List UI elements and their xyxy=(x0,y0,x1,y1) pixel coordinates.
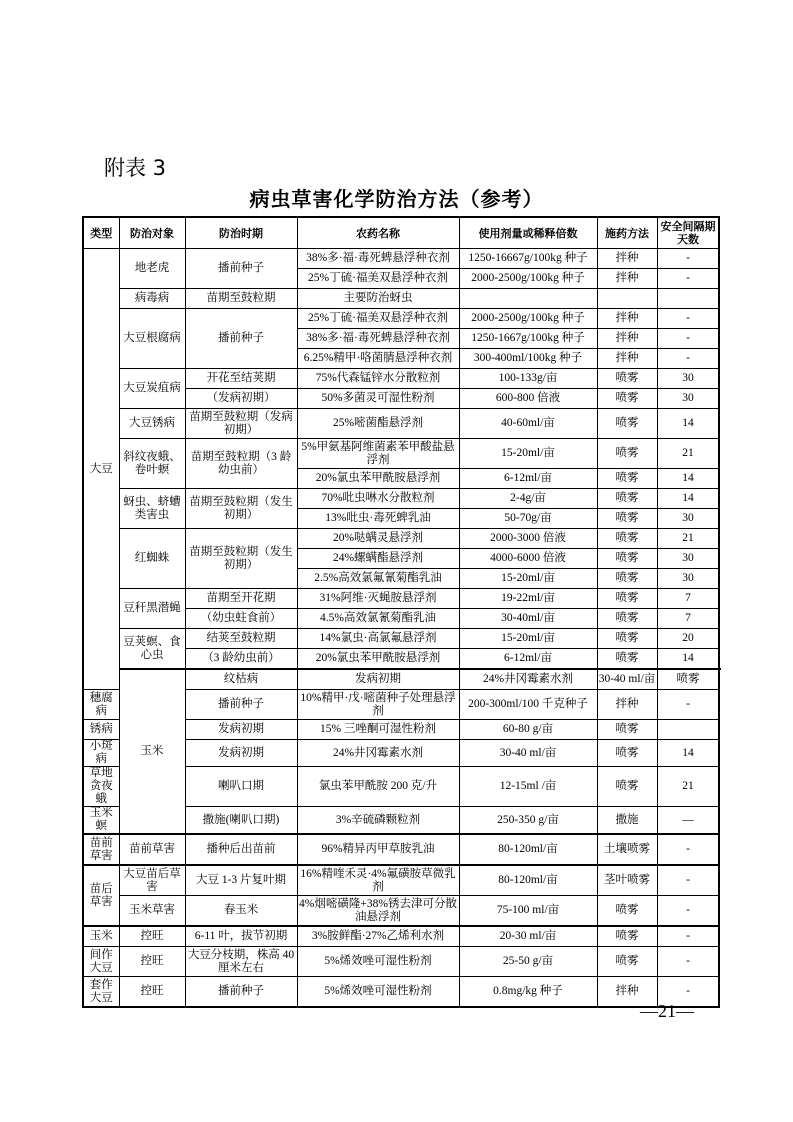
table-row xyxy=(83,369,719,389)
table-cell: 拌种 xyxy=(597,249,657,269)
table-cell: 24%井冈霉素水剂 xyxy=(297,740,459,767)
table-cell: 19-22ml/亩 xyxy=(459,589,597,609)
table-cell xyxy=(459,289,597,309)
table-row xyxy=(83,589,719,609)
table-cell: 发病初期 xyxy=(185,740,297,767)
table-cell: 7 xyxy=(657,609,719,629)
table-cell: 13%吡虫·毒死蜱乳油 xyxy=(297,509,459,529)
table-cell: 套作大豆 xyxy=(83,977,119,1008)
table-cell: - xyxy=(657,896,719,927)
table-cell: 30 xyxy=(657,549,719,569)
table-cell: 大豆锈病 xyxy=(119,409,185,439)
table-cell: 14 xyxy=(657,740,719,767)
table-cell: 300-400ml/100kg 种子 xyxy=(459,349,597,369)
table-cell: 喇叭口期 xyxy=(185,767,297,807)
table-cell: 20 xyxy=(657,629,719,649)
table-cell: 75%代森锰锌水分散粒剂 xyxy=(297,369,459,389)
table-cell: 30 xyxy=(657,369,719,389)
table-cell: 拌种 xyxy=(597,690,657,720)
table-cell: 苗前草害 xyxy=(83,834,119,865)
table-cell: - xyxy=(657,947,719,977)
table-cell: 玉米草害 xyxy=(119,896,185,927)
table-cell: 5%烯效唑可湿性粉剂 xyxy=(297,947,459,977)
table-cell: 大豆苗后草害 xyxy=(119,865,185,896)
table-cell: - xyxy=(657,269,719,289)
table-cell: 苗前草害 xyxy=(119,834,185,865)
table-cell: 38%多·福·毒死蜱悬浮种衣剂 xyxy=(297,249,459,269)
table-cell: 30-40ml/亩 xyxy=(459,609,597,629)
table-cell: 24%井冈霉素水剂 xyxy=(459,669,597,690)
table-cell: 5%甲氨基阿维菌素苯甲酸盐悬浮剂 xyxy=(297,439,459,469)
table-cell: 2000-2500g/100kg 种子 xyxy=(459,309,597,329)
table-cell: 小斑病 xyxy=(83,740,119,767)
table-cell: 15-20ml/亩 xyxy=(459,629,597,649)
table-cell: 苗期至鼓粒期（发生初期） xyxy=(185,529,297,589)
table-cell: 纹枯病 xyxy=(185,669,297,690)
table-cell: 21 xyxy=(657,767,719,807)
table-cell: 喷雾 xyxy=(597,947,657,977)
table-cell: 21 xyxy=(657,439,719,469)
table-cell: 75-100 ml/亩 xyxy=(459,896,597,927)
table-cell: 3%辛硫磷颗粒剂 xyxy=(297,807,459,835)
table-cell: 锈病 xyxy=(83,720,119,740)
table-cell: 结荚至鼓粒期 xyxy=(185,629,297,649)
table-cell: 发病初期 xyxy=(297,669,459,690)
table-cell: 30 xyxy=(657,509,719,529)
table-row xyxy=(83,309,719,329)
table-cell: 喷雾 xyxy=(597,589,657,609)
table-cell: 14 xyxy=(657,649,719,670)
table-cell: 喷雾 xyxy=(657,669,719,690)
table-cell: 喷雾 xyxy=(597,389,657,409)
table-header-row xyxy=(83,217,719,249)
table-cell: 穗腐病 xyxy=(83,690,119,720)
table-cell: 苗后草害 xyxy=(83,865,119,926)
table-cell: 30-40 ml/亩 xyxy=(459,740,597,767)
table-row xyxy=(83,896,719,927)
table-cell: 50-70g/亩 xyxy=(459,509,597,529)
table-row xyxy=(83,834,719,865)
table-cell: 拌种 xyxy=(597,977,657,1008)
table-cell: 喷雾 xyxy=(597,629,657,649)
table-cell: 4%烟嘧磺隆+38%锈去津可分散油悬浮剂 xyxy=(297,896,459,927)
table-row xyxy=(83,439,719,469)
table-row xyxy=(83,977,719,1008)
table-cell: 撒施 xyxy=(597,807,657,835)
table-cell: 春玉米 xyxy=(185,896,297,927)
table-cell: 38%多·福·毒死蜱悬浮种衣剂 xyxy=(297,329,459,349)
table-cell: 15% 三唑酮可湿性粉剂 xyxy=(297,720,459,740)
page-title: 病虫草害化学防治方法（参考） xyxy=(249,187,544,211)
table-cell: 拌种 xyxy=(597,309,657,329)
table-cell: 80-120ml/亩 xyxy=(459,834,597,865)
table-cell: 3%胺鲜酯·27%乙烯利水剂 xyxy=(297,926,459,947)
table-cell: 大豆 xyxy=(83,249,119,690)
table-cell: 100-133g/亩 xyxy=(459,369,597,389)
table-cell: 14 xyxy=(657,489,719,509)
table-cell: 大豆分枝期，株高 40 厘米左右 xyxy=(185,947,297,977)
table-cell: 喷雾 xyxy=(597,926,657,947)
table-cell: 喷雾 xyxy=(597,529,657,549)
table-cell: 60-80 g/亩 xyxy=(459,720,597,740)
table-cell: 24%螺螨酯悬浮剂 xyxy=(297,549,459,569)
table-cell: 喷雾 xyxy=(597,896,657,927)
table-cell: - xyxy=(657,926,719,947)
table-cell: 间作大豆 xyxy=(83,947,119,977)
table-body xyxy=(83,249,719,1008)
table-row xyxy=(83,249,719,269)
table-cell: （幼虫蛀食前） xyxy=(185,609,297,629)
table-cell: 喷雾 xyxy=(597,489,657,509)
table-cell: 播前种子 xyxy=(185,249,297,289)
table-cell: 4.5%高效氯氰菊酯乳油 xyxy=(297,609,459,629)
table-cell: 14%氯虫·高氯氟悬浮剂 xyxy=(297,629,459,649)
table-cell: 4000-6000 倍液 xyxy=(459,549,597,569)
table-cell: 喷雾 xyxy=(597,609,657,629)
table-row xyxy=(83,409,719,439)
header-cell: 施药方法 xyxy=(597,217,657,249)
table-cell: 70%吡虫啉水分散粒剂 xyxy=(297,489,459,509)
table-cell: 1250-1667g/100kg 种子 xyxy=(459,329,597,349)
table-cell: 250-350 g/亩 xyxy=(459,807,597,835)
table-cell: 大豆炭疽病 xyxy=(119,369,185,409)
table-cell: 播前种子 xyxy=(185,977,297,1008)
table-cell: 96%精异丙甲草胺乳油 xyxy=(297,834,459,865)
table-cell: 6-11 叶，拔节初期 xyxy=(185,926,297,947)
table-cell: 苗期至鼓粒期 xyxy=(185,289,297,309)
table-cell: 14 xyxy=(657,469,719,489)
table-cell: 蚜虫、蛴螬类害虫 xyxy=(119,489,185,529)
table-cell: 拌种 xyxy=(597,349,657,369)
table-cell: 6-12ml/亩 xyxy=(459,649,597,670)
table-cell: 2-4g/亩 xyxy=(459,489,597,509)
table-cell: 播种后出苗前 xyxy=(185,834,297,865)
appendix-label: 附表 3 xyxy=(104,156,167,180)
table-cell: 苗期至鼓粒期（发病初期） xyxy=(185,409,297,439)
table-cell: 土壤喷雾 xyxy=(597,834,657,865)
table-cell: 豆秆黑潜蝇 xyxy=(119,589,185,629)
table-cell: 草地贪夜蛾 xyxy=(83,767,119,807)
table-row xyxy=(83,489,719,509)
table-row xyxy=(83,669,719,690)
header-cell: 使用剂量或稀释倍数 xyxy=(459,217,597,249)
pesticide-table xyxy=(82,216,720,1008)
table-cell: - xyxy=(657,865,719,896)
table-cell: 25%丁硫·福美双悬浮种衣剂 xyxy=(297,269,459,289)
table-cell: 6-12ml/亩 xyxy=(459,469,597,489)
table-cell: 玉米 xyxy=(119,669,185,834)
table-cell: 茎叶喷雾 xyxy=(597,865,657,896)
table-cell xyxy=(597,289,657,309)
table-cell: 苗期至鼓粒期（发生初期） xyxy=(185,489,297,529)
table-cell: 5%烯效唑可湿性粉剂 xyxy=(297,977,459,1008)
page-number: —21— xyxy=(640,1001,694,1021)
table-cell: - xyxy=(657,834,719,865)
table-cell: 大豆 1-3 片复叶期 xyxy=(185,865,297,896)
table-cell: 600-800 倍液 xyxy=(459,389,597,409)
table-cell: 喷雾 xyxy=(597,549,657,569)
table-cell: 200-300ml/100 千克种子 xyxy=(459,690,597,720)
table-cell xyxy=(657,720,719,740)
header-cell: 防治时期 xyxy=(185,217,297,249)
table-row xyxy=(83,947,719,977)
table-cell: 喷雾 xyxy=(597,409,657,439)
table-cell: 玉米螟 xyxy=(83,807,119,835)
table-cell: 大豆根腐病 xyxy=(119,309,185,369)
table-cell: 30 xyxy=(657,389,719,409)
table-cell: 20%哒螨灵悬浮剂 xyxy=(297,529,459,549)
table-cell: （发病初期） xyxy=(185,389,297,409)
table-cell: 开花至结荚期 xyxy=(185,369,297,389)
table-cell: 播前种子 xyxy=(185,690,297,720)
table-cell: 10%精甲·戊·嘧菌种子处理悬浮剂 xyxy=(297,690,459,720)
header-cell: 农药名称 xyxy=(297,217,459,249)
table-cell: 拌种 xyxy=(597,269,657,289)
table-cell: 7 xyxy=(657,589,719,609)
table-cell: 拌种 xyxy=(597,329,657,349)
table-row xyxy=(83,926,719,947)
table-cell: 20%氯虫苯甲酰胺悬浮剂 xyxy=(297,469,459,489)
table-cell: 喷雾 xyxy=(597,509,657,529)
table-cell: 0.8mg/kg 种子 xyxy=(459,977,597,1008)
table-cell: 6.25%精甲·咯菌腈悬浮种衣剂 xyxy=(297,349,459,369)
header-cell: 防治对象 xyxy=(119,217,185,249)
table-cell: - xyxy=(657,690,719,720)
table-cell: 苗期至开花期 xyxy=(185,589,297,609)
table-cell: 发病初期 xyxy=(185,720,297,740)
table-cell: - xyxy=(657,249,719,269)
table-cell: 喷雾 xyxy=(597,469,657,489)
table-cell: 2.5%高效氯氟氰菊酯乳油 xyxy=(297,569,459,589)
table-cell: 喷雾 xyxy=(597,720,657,740)
table-cell: （3 龄幼虫前） xyxy=(185,649,297,670)
table-cell: 病毒病 xyxy=(119,289,185,309)
table-row xyxy=(83,529,719,549)
table-cell: 21 xyxy=(657,529,719,549)
table-cell: 撒施(喇叭口期) xyxy=(185,807,297,835)
table-cell: 喷雾 xyxy=(597,740,657,767)
table-cell: 40-60ml/亩 xyxy=(459,409,597,439)
table-cell: 控旺 xyxy=(119,977,185,1008)
table-cell: 控旺 xyxy=(119,947,185,977)
header-cell: 类型 xyxy=(83,217,119,249)
table-cell: 喷雾 xyxy=(597,767,657,807)
table-cell: 喷雾 xyxy=(597,649,657,670)
table-cell: 20%氯虫苯甲酰胺悬浮剂 xyxy=(297,649,459,670)
table-cell: - xyxy=(657,977,719,1008)
table-cell: 1250-16667g/100kg 种子 xyxy=(459,249,597,269)
table-cell: 播前种子 xyxy=(185,309,297,369)
table-cell: 喷雾 xyxy=(597,439,657,469)
table-cell: - xyxy=(657,329,719,349)
table-cell: 苗期至鼓粒期（3 龄幼虫前） xyxy=(185,439,297,489)
table-cell: 15-20ml/亩 xyxy=(459,569,597,589)
table-cell: 氯虫苯甲酰胺 200 克/升 xyxy=(297,767,459,807)
table-cell xyxy=(657,289,719,309)
table-cell: 80-120ml/亩 xyxy=(459,865,597,896)
table-cell: 25%嘧菌酯悬浮剂 xyxy=(297,409,459,439)
table-cell: 16%精喹禾灵·4%氟磺胺草微乳剂 xyxy=(297,865,459,896)
table-cell: 喷雾 xyxy=(597,569,657,589)
table-cell: 红蜘蛛 xyxy=(119,529,185,589)
table-cell: 喷雾 xyxy=(597,369,657,389)
table-cell: 玉米 xyxy=(83,926,119,947)
table-row xyxy=(83,629,719,649)
table-row xyxy=(83,865,719,896)
table-cell: 30 xyxy=(657,569,719,589)
table-cell: 50%多菌灵可湿性粉剂 xyxy=(297,389,459,409)
header-cell: 安全间隔期天数 xyxy=(657,217,719,249)
table-cell: 25-50 g/亩 xyxy=(459,947,597,977)
table-cell: - xyxy=(657,349,719,369)
table-cell: 2000-3000 倍液 xyxy=(459,529,597,549)
table-cell: 14 xyxy=(657,409,719,439)
table-cell: - xyxy=(657,309,719,329)
table-cell: 豆荚螟、食心虫 xyxy=(119,629,185,670)
table-cell: 12-15ml /亩 xyxy=(459,767,597,807)
table-cell: 15-20ml/亩 xyxy=(459,439,597,469)
table-cell: 25%丁硫·福美双悬浮种衣剂 xyxy=(297,309,459,329)
table-cell: 主要防治蚜虫 xyxy=(297,289,459,309)
table-cell: 斜纹夜蛾、卷叶螟 xyxy=(119,439,185,489)
table-cell: 20-30 ml/亩 xyxy=(459,926,597,947)
table-cell: 地老虎 xyxy=(119,249,185,289)
table-cell: 控旺 xyxy=(119,926,185,947)
table-cell: 2000-2500g/100kg 种子 xyxy=(459,269,597,289)
table-cell: 30-40 ml/亩 xyxy=(597,669,657,690)
table-cell: — xyxy=(657,807,719,835)
table-row xyxy=(83,289,719,309)
table-cell: 31%阿维·灭蝇胺悬浮剂 xyxy=(297,589,459,609)
